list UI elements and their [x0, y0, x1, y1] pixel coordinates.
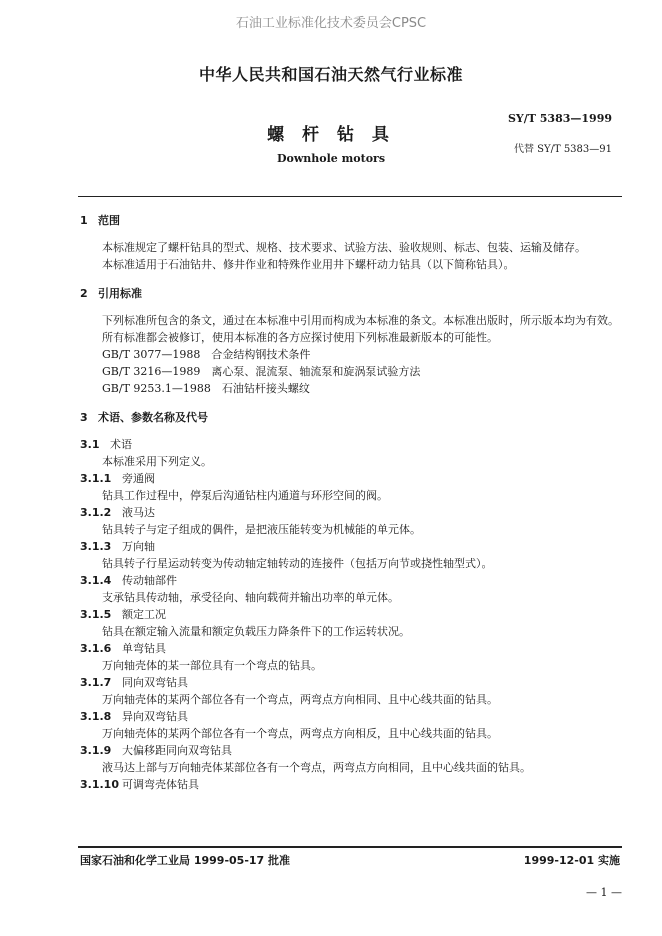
clause-3-1 [80, 436, 620, 453]
clause-3-1-intro: 本标准采用下列定义。 [102, 455, 212, 468]
term-definition: 钻具转子行星运动转变为传动轴定轴转动的连接件（包括万向节或挠性轴型式）。 [102, 557, 493, 570]
term-name: 同向双弯钻具 [122, 676, 188, 689]
term-number: 3.1.2 [80, 506, 112, 519]
document-title-english: Downhole motors [276, 152, 386, 165]
term-name: 单弯钻具 [122, 642, 166, 655]
reference-item: GB/T 3216—1989 离心泵、混流泵、轴流泵和旋涡泵试验方法 [102, 365, 421, 378]
clause-number: 3.1 [80, 438, 100, 451]
term-name: 大偏移距同向双弯钻具 [122, 744, 232, 757]
reference-item: GB/T 3077—1988 合金结构钢技术条件 [102, 348, 311, 361]
term-heading [80, 776, 620, 793]
term-number: 3.1.6 [80, 642, 112, 655]
term-name: 旁通阀 [122, 472, 155, 485]
term-number: 3.1.10 [80, 778, 119, 791]
watermark: 石油工业标准化技术委员会CPSC [235, 16, 427, 31]
term-definition: 钻具在额定输入流量和额定负载压力降条件下的工作运转状况。 [102, 625, 410, 638]
industry-standard-heading: 中华人民共和国石油天然气行业标准 [198, 65, 463, 84]
term-number: 3.1.9 [80, 744, 112, 757]
term-definition: 万向轴壳体的某一部位具有一个弯点的钻具。 [102, 659, 322, 672]
page-number: — 1 — [586, 886, 622, 899]
term-heading [80, 572, 620, 589]
term-heading [80, 504, 620, 521]
section-title: 引用标准 [98, 287, 142, 300]
term-heading [80, 708, 620, 725]
term-definition: 钻具工作过程中，停泵后沟通钻柱内通道与环形空间的阀。 [102, 489, 388, 502]
term-heading [80, 640, 620, 657]
term-number: 3.1.8 [80, 710, 112, 723]
section-number: 1 [80, 214, 88, 227]
term-number: 3.1.4 [80, 574, 112, 587]
term-number: 3.1.5 [80, 608, 112, 621]
term-heading [80, 742, 620, 759]
term-number: 3.1.3 [80, 540, 112, 553]
term-name: 可调弯壳体钻具 [122, 778, 199, 791]
section-number: 2 [80, 287, 88, 300]
section-title: 范围 [98, 214, 120, 227]
term-heading [80, 606, 620, 623]
document-body [80, 212, 620, 793]
term-number: 3.1.7 [80, 676, 112, 689]
term-definition: 万向轴壳体的某两个部位各有一个弯点，两弯点方向相反，且中心线共面的钻具。 [102, 727, 498, 740]
term-name: 万向轴 [122, 540, 155, 553]
term-definition: 液马达上部与万向轴壳体某部位各有一个弯点，两弯点方向相同，且中心线共面的钻具。 [102, 761, 531, 774]
term-number: 3.1.1 [80, 472, 112, 485]
term-definition: 支承钻具传动轴，承受径向、轴向载荷并输出功率的单元体。 [102, 591, 399, 604]
document-title: 螺 杆 钻 具 [267, 125, 395, 145]
implementation-date: 1999-12-01 实施 [523, 854, 620, 867]
reference-item: GB/T 9253.1—1988 石油钻杆接头螺纹 [102, 382, 310, 395]
term-definition: 钻具转子与定子组成的偶件，是把液压能转变为机械能的单元体。 [102, 523, 421, 536]
section-1-paragraph-2: 本标准适用于石油钻井、修井作业和特殊作业用井下螺杆动力钻具（以下简称钻具）。 [102, 258, 515, 271]
term-name: 异向双弯钻具 [122, 710, 188, 723]
section-title: 术语、参数名称及代号 [98, 411, 208, 424]
header-divider [78, 196, 622, 197]
section-1-heading [80, 212, 620, 229]
clause-title: 术语 [110, 438, 132, 451]
term-name: 液马达 [122, 506, 155, 519]
term-definition: 万向轴壳体的某两个部位各有一个弯点，两弯点方向相同、且中心线共面的钻具。 [102, 693, 498, 706]
term-heading [80, 470, 620, 487]
footer-divider [78, 846, 622, 848]
term-name: 传动轴部件 [122, 574, 177, 587]
section-number: 3 [80, 411, 88, 424]
section-2-paragraph-1: 下列标准所包含的条文，通过在本标准中引用而构成为本标准的条文。本标准出版时，所示版本均为有效。所有标准都会被修订，使用本标准的各方应探讨使用下列标准最新版本的可能性。 [102, 314, 619, 344]
replaces-standard: 代替 SY/T 5383—91 [513, 144, 612, 155]
term-name: 额定工况 [122, 608, 166, 621]
section-2-heading [80, 285, 620, 302]
section-1-paragraph-1: 本标准规定了螺杆钻具的型式、规格、技术要求、试验方法、验收规则、标志、包装、运输及储存。 [102, 241, 586, 254]
section-3-heading [80, 409, 620, 426]
standard-number: SY/T 5383—1999 [507, 112, 612, 125]
term-heading [80, 674, 620, 691]
approval-statement: 国家石油和化学工业局 1999-05-17 批准 [80, 854, 291, 867]
term-heading [80, 538, 620, 555]
